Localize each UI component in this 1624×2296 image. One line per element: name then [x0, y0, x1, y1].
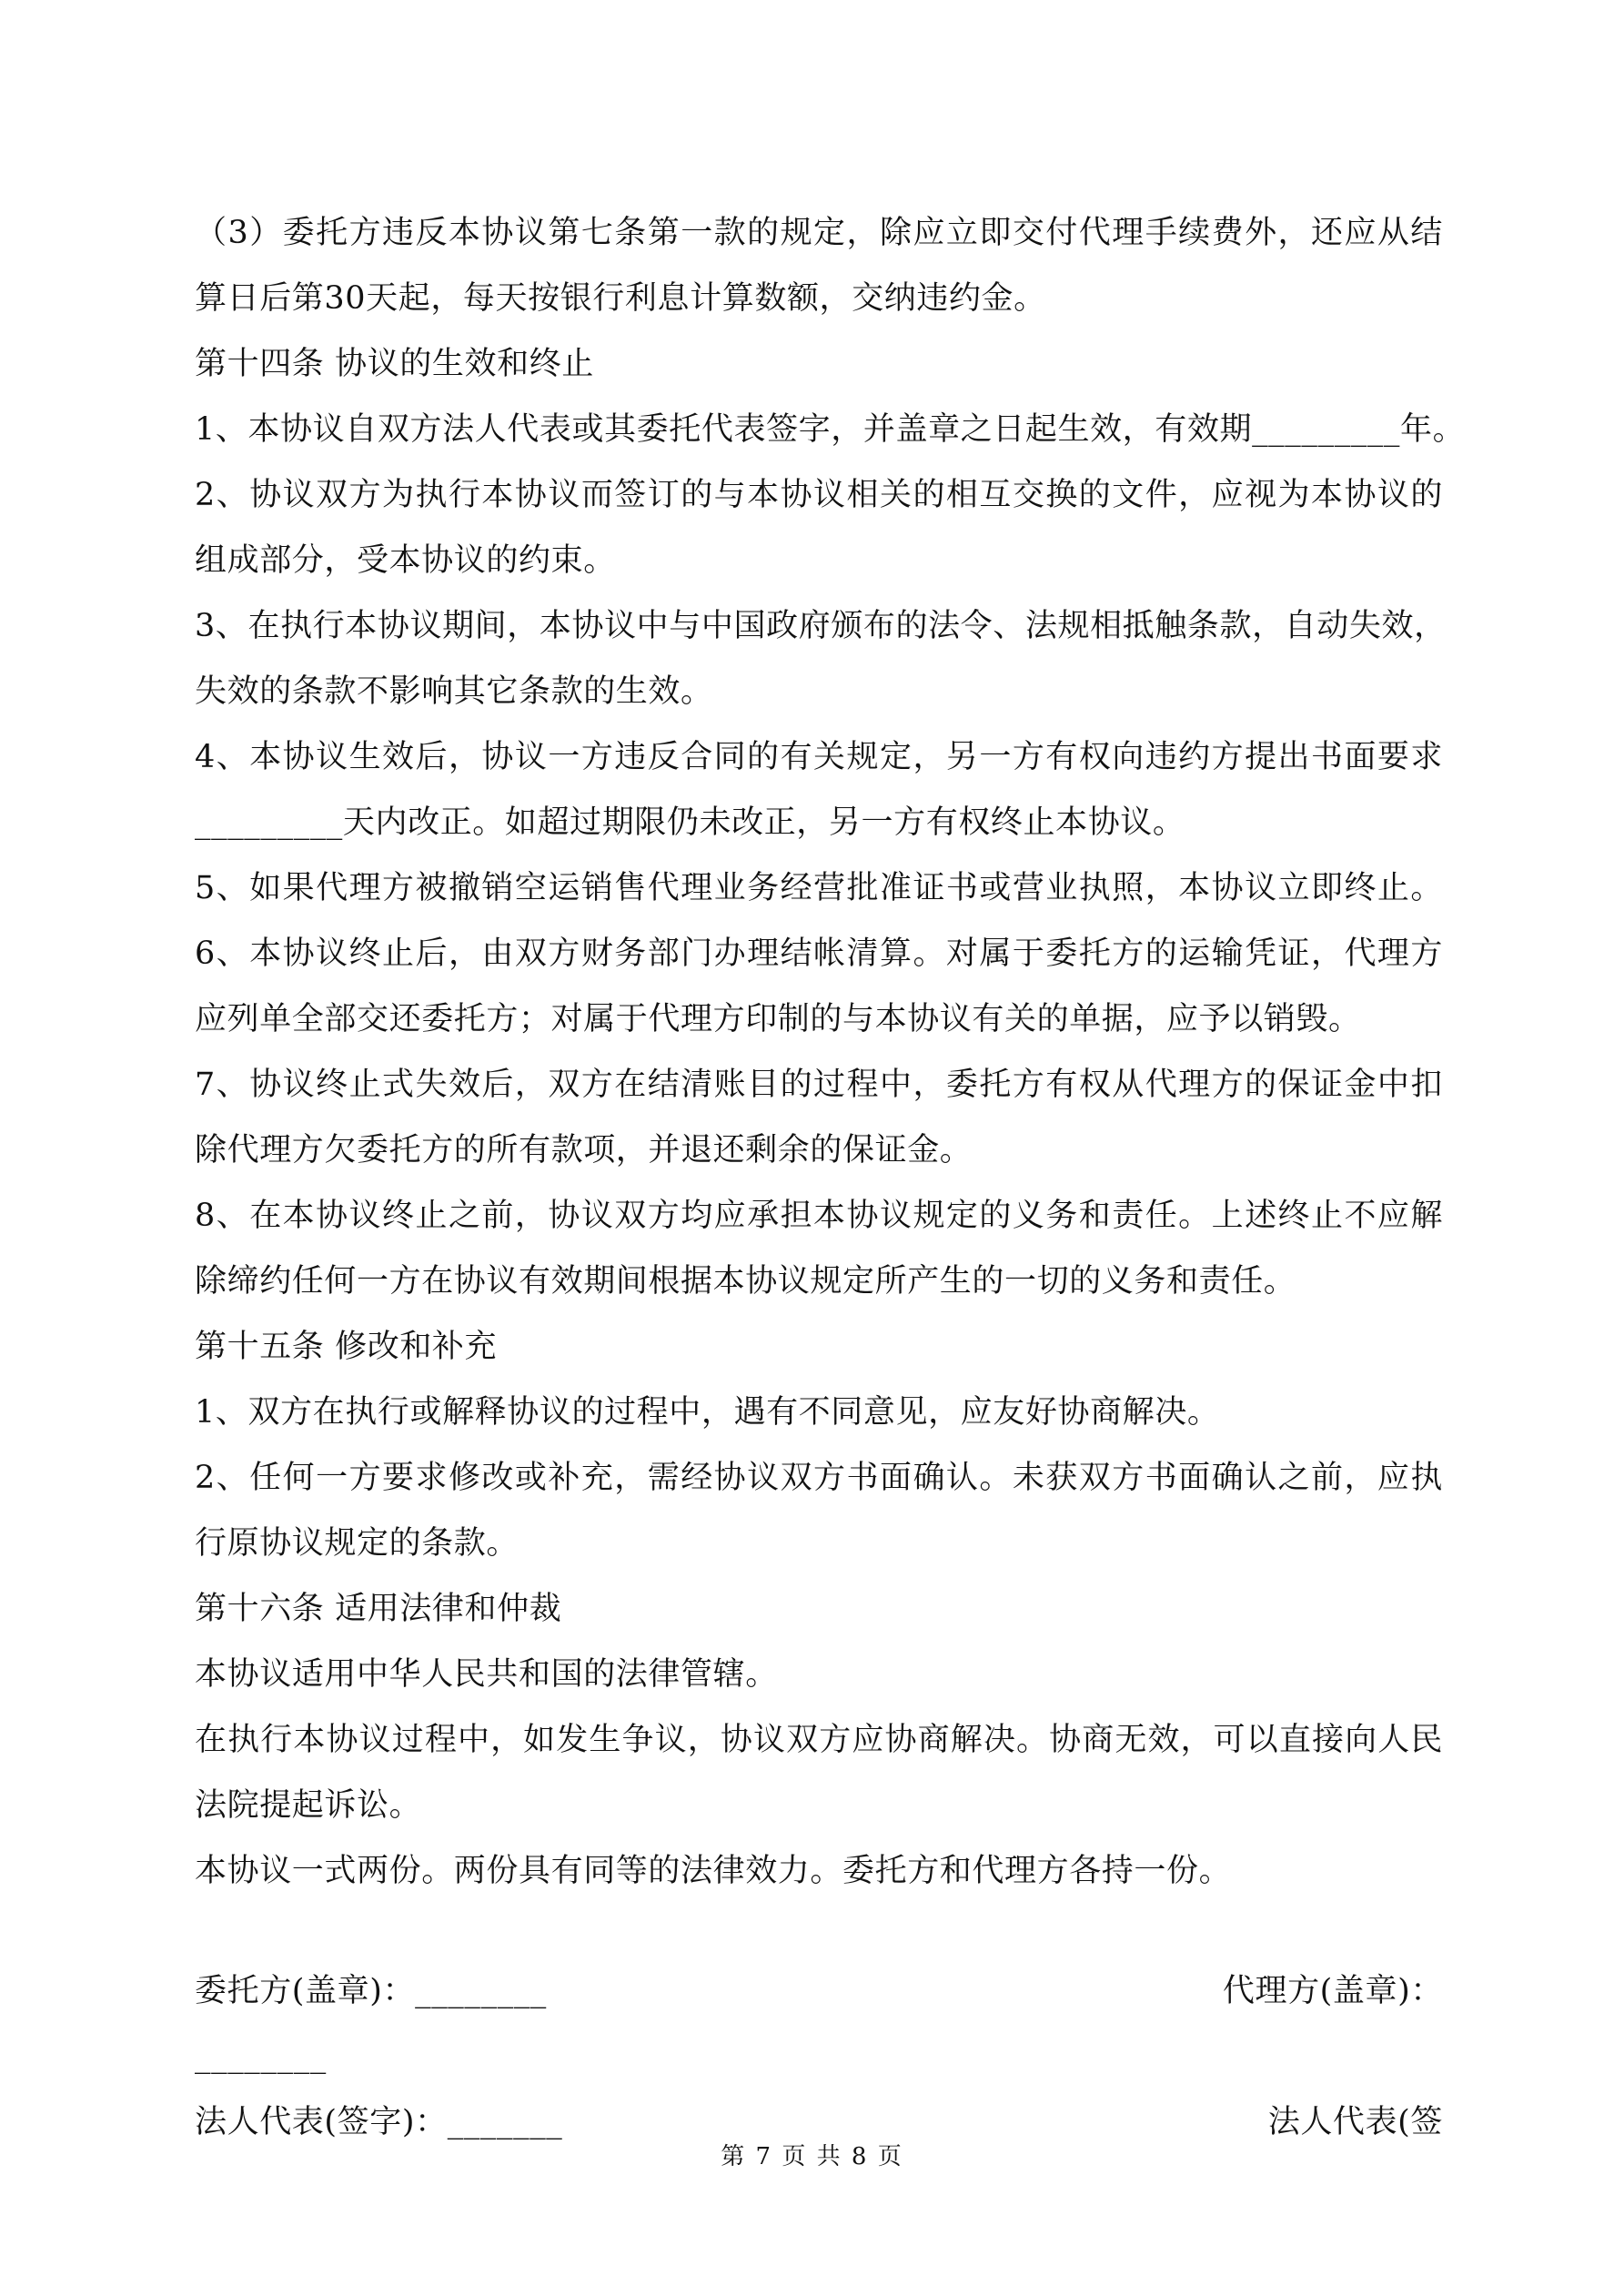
- paragraph-line: _________天内改正。如超过期限仍未改正，另一方有权终止本协议。: [195, 804, 1185, 841]
- paragraph-line: 应列单全部交还委托方；对属于代理方印制的与本协议有关的单据，应予以销毁。: [195, 1001, 1361, 1037]
- paragraph-line: 4、本协议生效后，协议一方违反合同的有关规定，另一方有权向违约方提出书面要求: [195, 739, 1443, 775]
- paragraph-line: 失效的条款不影响其它条款的生效。: [195, 673, 713, 710]
- signature-row-seal: [195, 1958, 1443, 2024]
- paragraph-line: 7、协议终止式失效后，双方在结清账目的过程中，委托方有权从代理方的保证金中扣: [195, 1067, 1443, 1103]
- principal-seal-field: 委托方(盖章)：________: [195, 1973, 547, 2009]
- document-body: [195, 200, 1466, 2155]
- paragraph-line: （3）委托方违反本协议第七条第一款的规定，除应立即交付代理手续费外，还应从结: [195, 215, 1443, 251]
- paragraph-line: 6、本协议终止后，由双方财务部门办理结帐清算。对属于委托方的运输凭证，代理方: [195, 936, 1443, 972]
- section-heading: 第十六条 适用法律和仲裁: [195, 1591, 562, 1627]
- principal-rep-field: 法人代表(签字)：_______: [195, 2104, 563, 2140]
- paragraph-line: 3、在执行本协议期间，本协议中与中国政府颁布的法令、法规相抵触条款，自动失效，: [195, 608, 1447, 644]
- agent-rep-field: 法人代表(签: [1267, 2104, 1443, 2140]
- paragraph-line: 在执行本协议过程中，如发生争议，协议双方应协商解决。协商无效，可以直接向人民: [195, 1722, 1443, 1758]
- paragraph-line: 除代理方欠委托方的所有款项，并退还剩余的保证金。: [195, 1132, 973, 1168]
- page-number: 第 7 页 共 8 页: [721, 2143, 903, 2170]
- agent-seal-field: 代理方(盖章)：: [1222, 1973, 1443, 2009]
- paragraph-line: 2、协议双方为执行本协议而签订的与本协议相关的相互交换的文件，应视为本协议的: [195, 477, 1443, 513]
- section-heading: 第十四条 协议的生效和终止: [195, 346, 594, 382]
- agent-seal-continued: ________: [195, 2038, 327, 2075]
- paragraph-line: 8、在本协议终止之前，协议双方均应承担本协议规定的义务和责任。上述终止不应解: [195, 1198, 1443, 1234]
- paragraph-line: 法院提起诉讼。: [195, 1787, 422, 1824]
- spacer: [195, 1904, 1443, 1958]
- paragraph-line: 算日后第30天起，每天按银行利息计算数额，交纳违约金。: [195, 280, 1046, 317]
- paragraph-line: 本协议一式两份。两份具有同等的法律效力。委托方和代理方各持一份。: [195, 1853, 1232, 1889]
- paragraph-line: 1、双方在执行或解释协议的过程中，遇有不同意见，应友好协商解决。: [195, 1394, 1220, 1431]
- paragraph-line: 行原协议规定的条款。: [195, 1525, 519, 1562]
- paragraph-line: 组成部分，受本协议的约束。: [195, 542, 616, 579]
- paragraph-line: 1、本协议自双方法人代表或其委托代表签字，并盖章之日起生效，有效期_________年。: [195, 411, 1466, 448]
- paragraph-line: 本协议适用中华人民共和国的法律管辖。: [195, 1656, 778, 1693]
- section-heading: 第十五条 修改和补充: [195, 1329, 498, 1365]
- paragraph-line: 除缔约任何一方在协议有效期间根据本协议规定所产生的一切的义务和责任。: [195, 1263, 1296, 1300]
- paragraph-line: 2、任何一方要求修改或补充，需经协议双方书面确认。未获双方书面确认之前，应执: [195, 1460, 1443, 1496]
- paragraph-line: 5、如果代理方被撤销空运销售代理业务经营批准证书或营业执照，本协议立即终止。: [195, 870, 1443, 906]
